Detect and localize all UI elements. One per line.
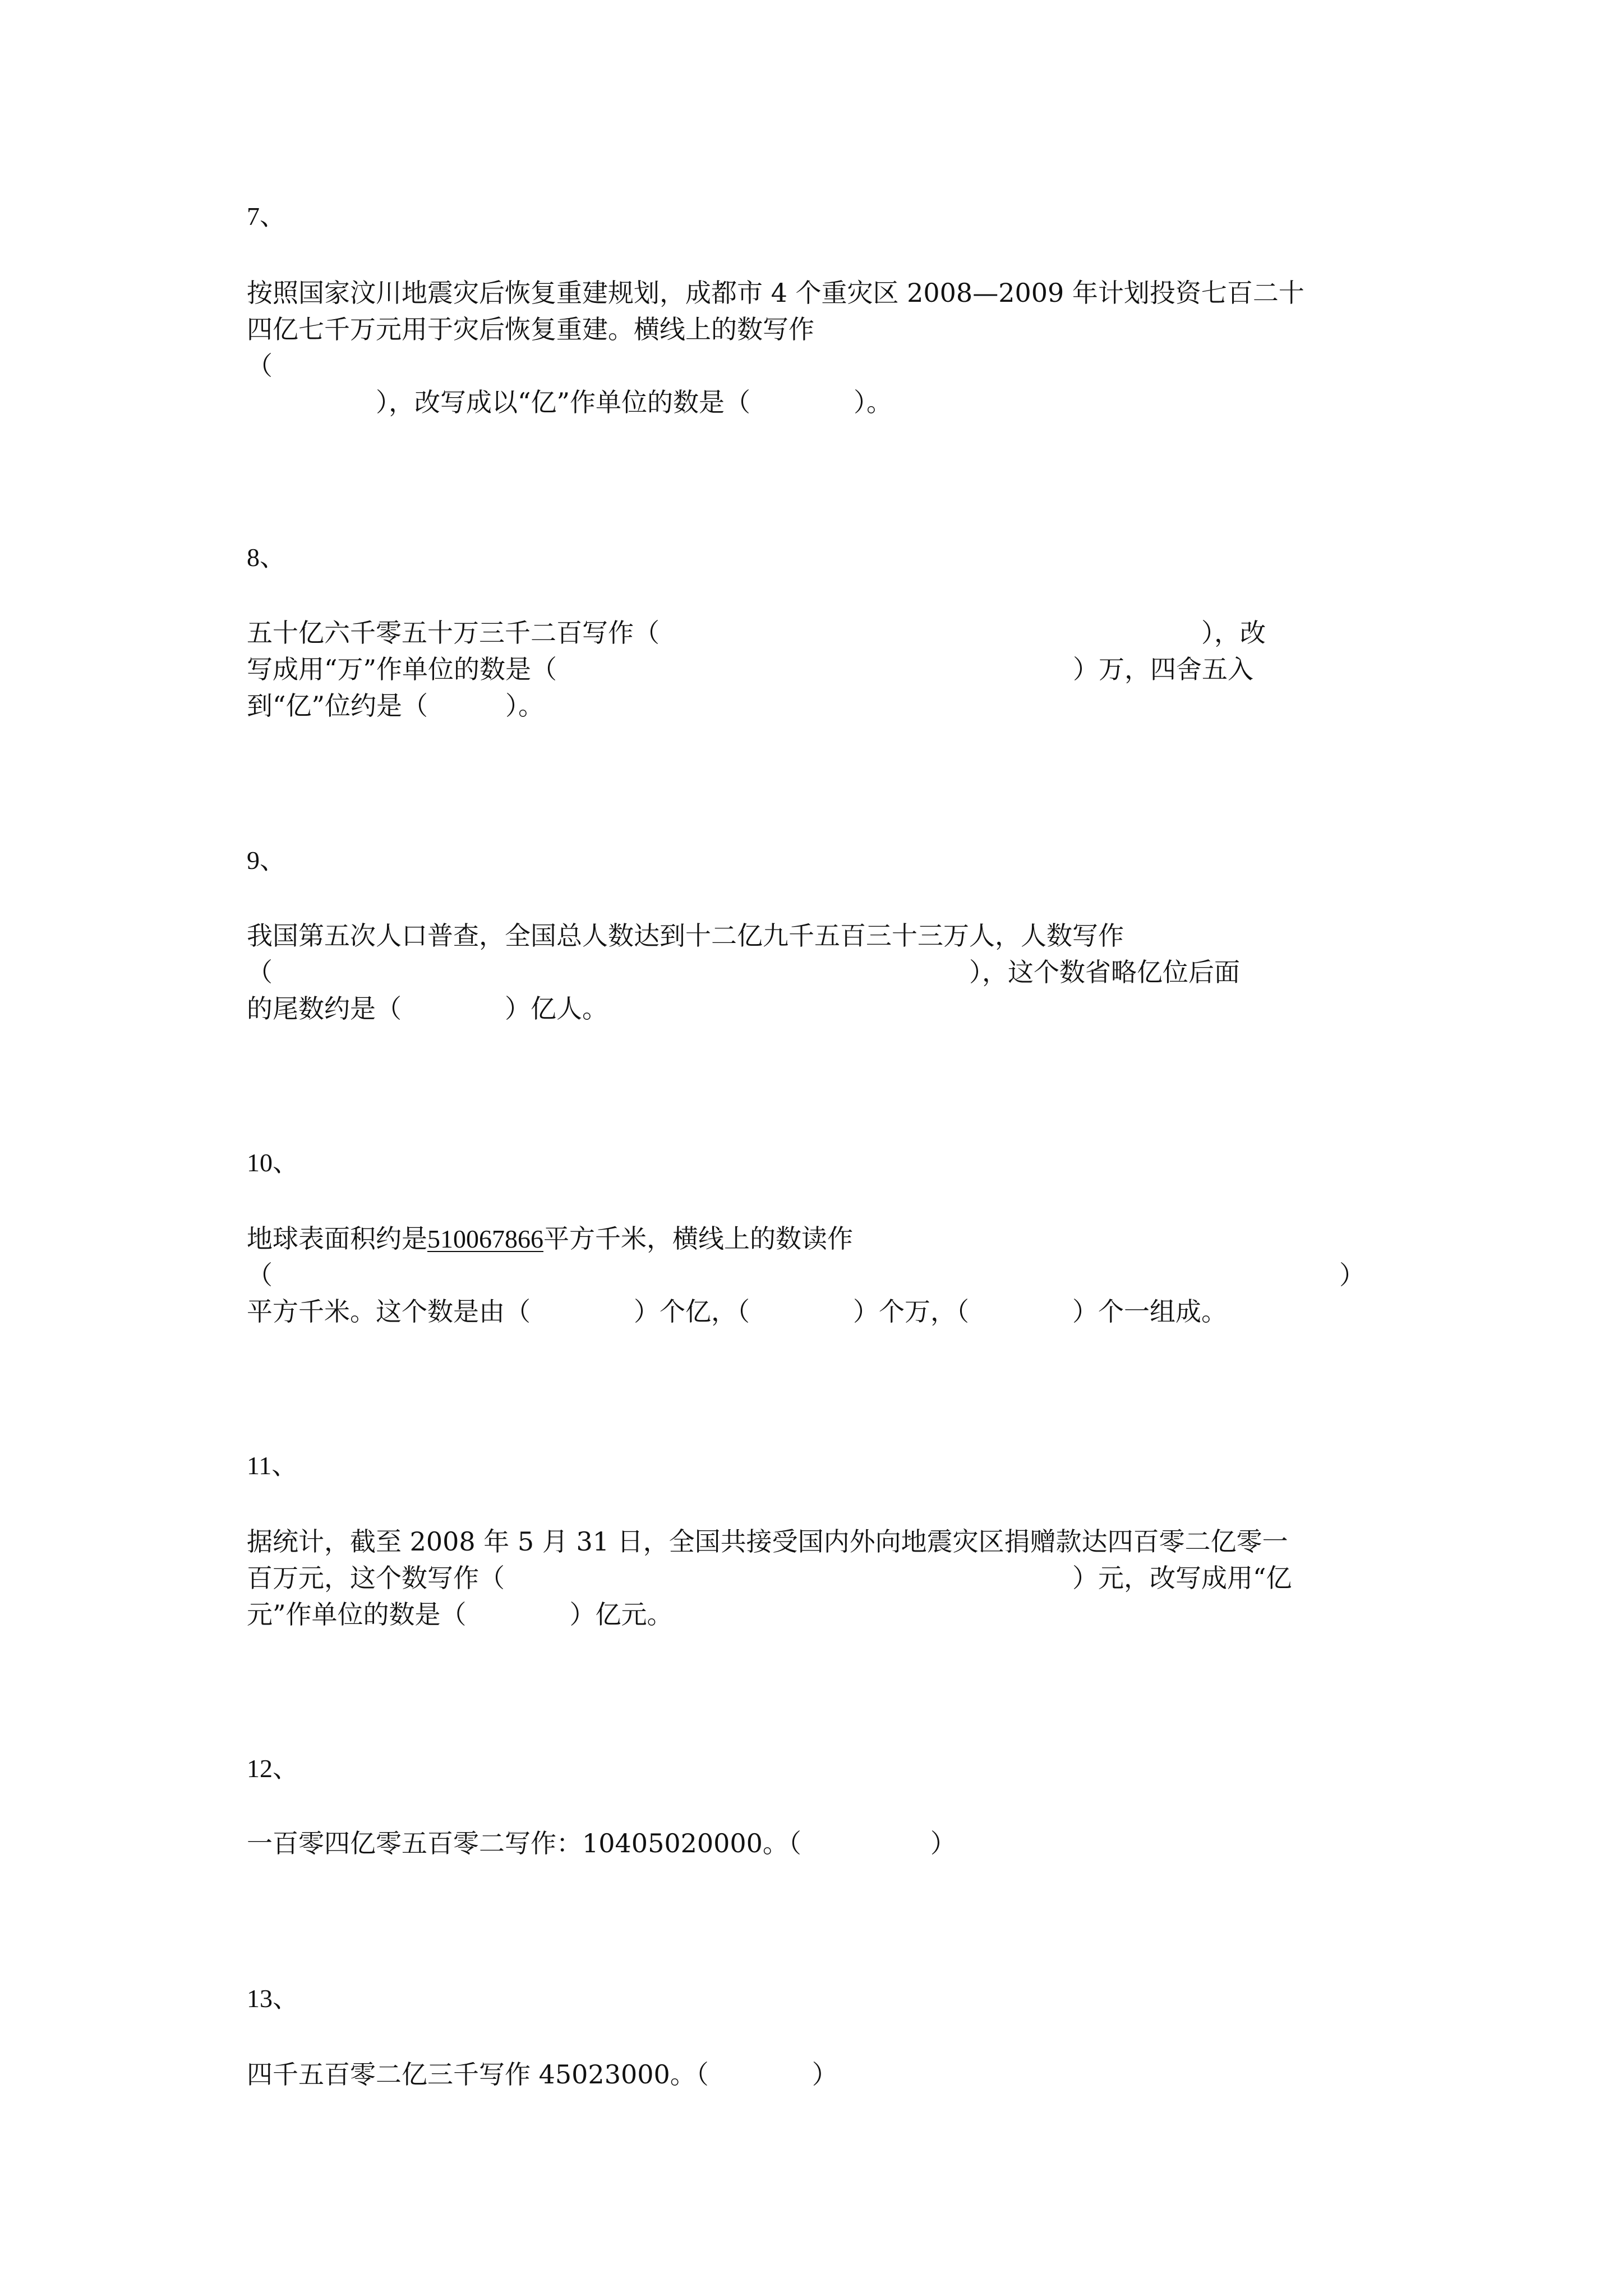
question-number-9: 9、 — [247, 846, 285, 875]
question-number-8: 8、 — [247, 543, 285, 572]
question-10-line-1 — [247, 1223, 853, 1255]
question-8-line-2: 写成用“万”作单位的数是（ ）万，四舍五入 — [247, 654, 1254, 684]
question-12-line-1: 一百零四亿零五百零二写作：10405020000。（ ） — [247, 1828, 956, 1858]
question-11-line-1: 据统计，截至 2008 年 5 月 31 日，全国共接受国内外向地震灾区捐赠款达四百零二亿零一 — [247, 1526, 1288, 1557]
question-number-13: 13、 — [247, 1984, 298, 2013]
underlined-number: 510067866 — [427, 1225, 543, 1253]
question-7-line-1: 按照国家汶川地震灾后恢复重建规划，成都市 4 个重灾区 2008—2009 年计划投资七百二十 — [247, 278, 1304, 308]
question-number-12: 12、 — [247, 1754, 298, 1783]
question-11-line-3: 元”作单位的数是（ ）亿元。 — [247, 1599, 673, 1630]
question-10-line-3: 平方千米。这个数是由（ ）个亿，（ ）个万，（ ）个一组成。 — [247, 1296, 1227, 1327]
question-10-text-a: 地球表面积约是 — [247, 1223, 427, 1254]
question-7-line-2: 四亿七千万元用于灾后恢复重建。横线上的数写作 — [247, 314, 814, 344]
question-8-line-1: 五十亿六千零五十万三千二百写作（ ），改 — [247, 618, 1266, 648]
question-9-line-3: 的尾数约是（ ）亿人。 — [247, 993, 608, 1024]
question-number-7: 7、 — [247, 202, 285, 231]
question-8-line-3: 到“亿”位约是（ ）。 — [247, 691, 545, 721]
question-number-10: 10、 — [247, 1148, 298, 1177]
question-13-line-1: 四千五百零二亿三千写作 45023000。（ ） — [247, 2059, 838, 2090]
question-10-text-b: 平方千米，横线上的数读作 — [543, 1223, 853, 1254]
question-9-line-1: 我国第五次人口普查，全国总人数达到十二亿九千五百三十三万人，人数写作 — [247, 921, 1124, 951]
question-9-line-2: （ ），这个数省略亿位后面 — [247, 957, 1240, 987]
question-number-11: 11、 — [247, 1451, 298, 1480]
question-10-close-paren: ） — [1339, 1260, 1365, 1290]
question-10-open-paren: （ — [247, 1260, 273, 1290]
question-7-line-4: ），改写成以“亿”作单位的数是（ ）。 — [247, 387, 893, 417]
question-11-line-2: 百万元，这个数写作（ ）元，改写成用“亿 — [247, 1563, 1292, 1593]
question-7-line-3: （ — [247, 351, 273, 381]
